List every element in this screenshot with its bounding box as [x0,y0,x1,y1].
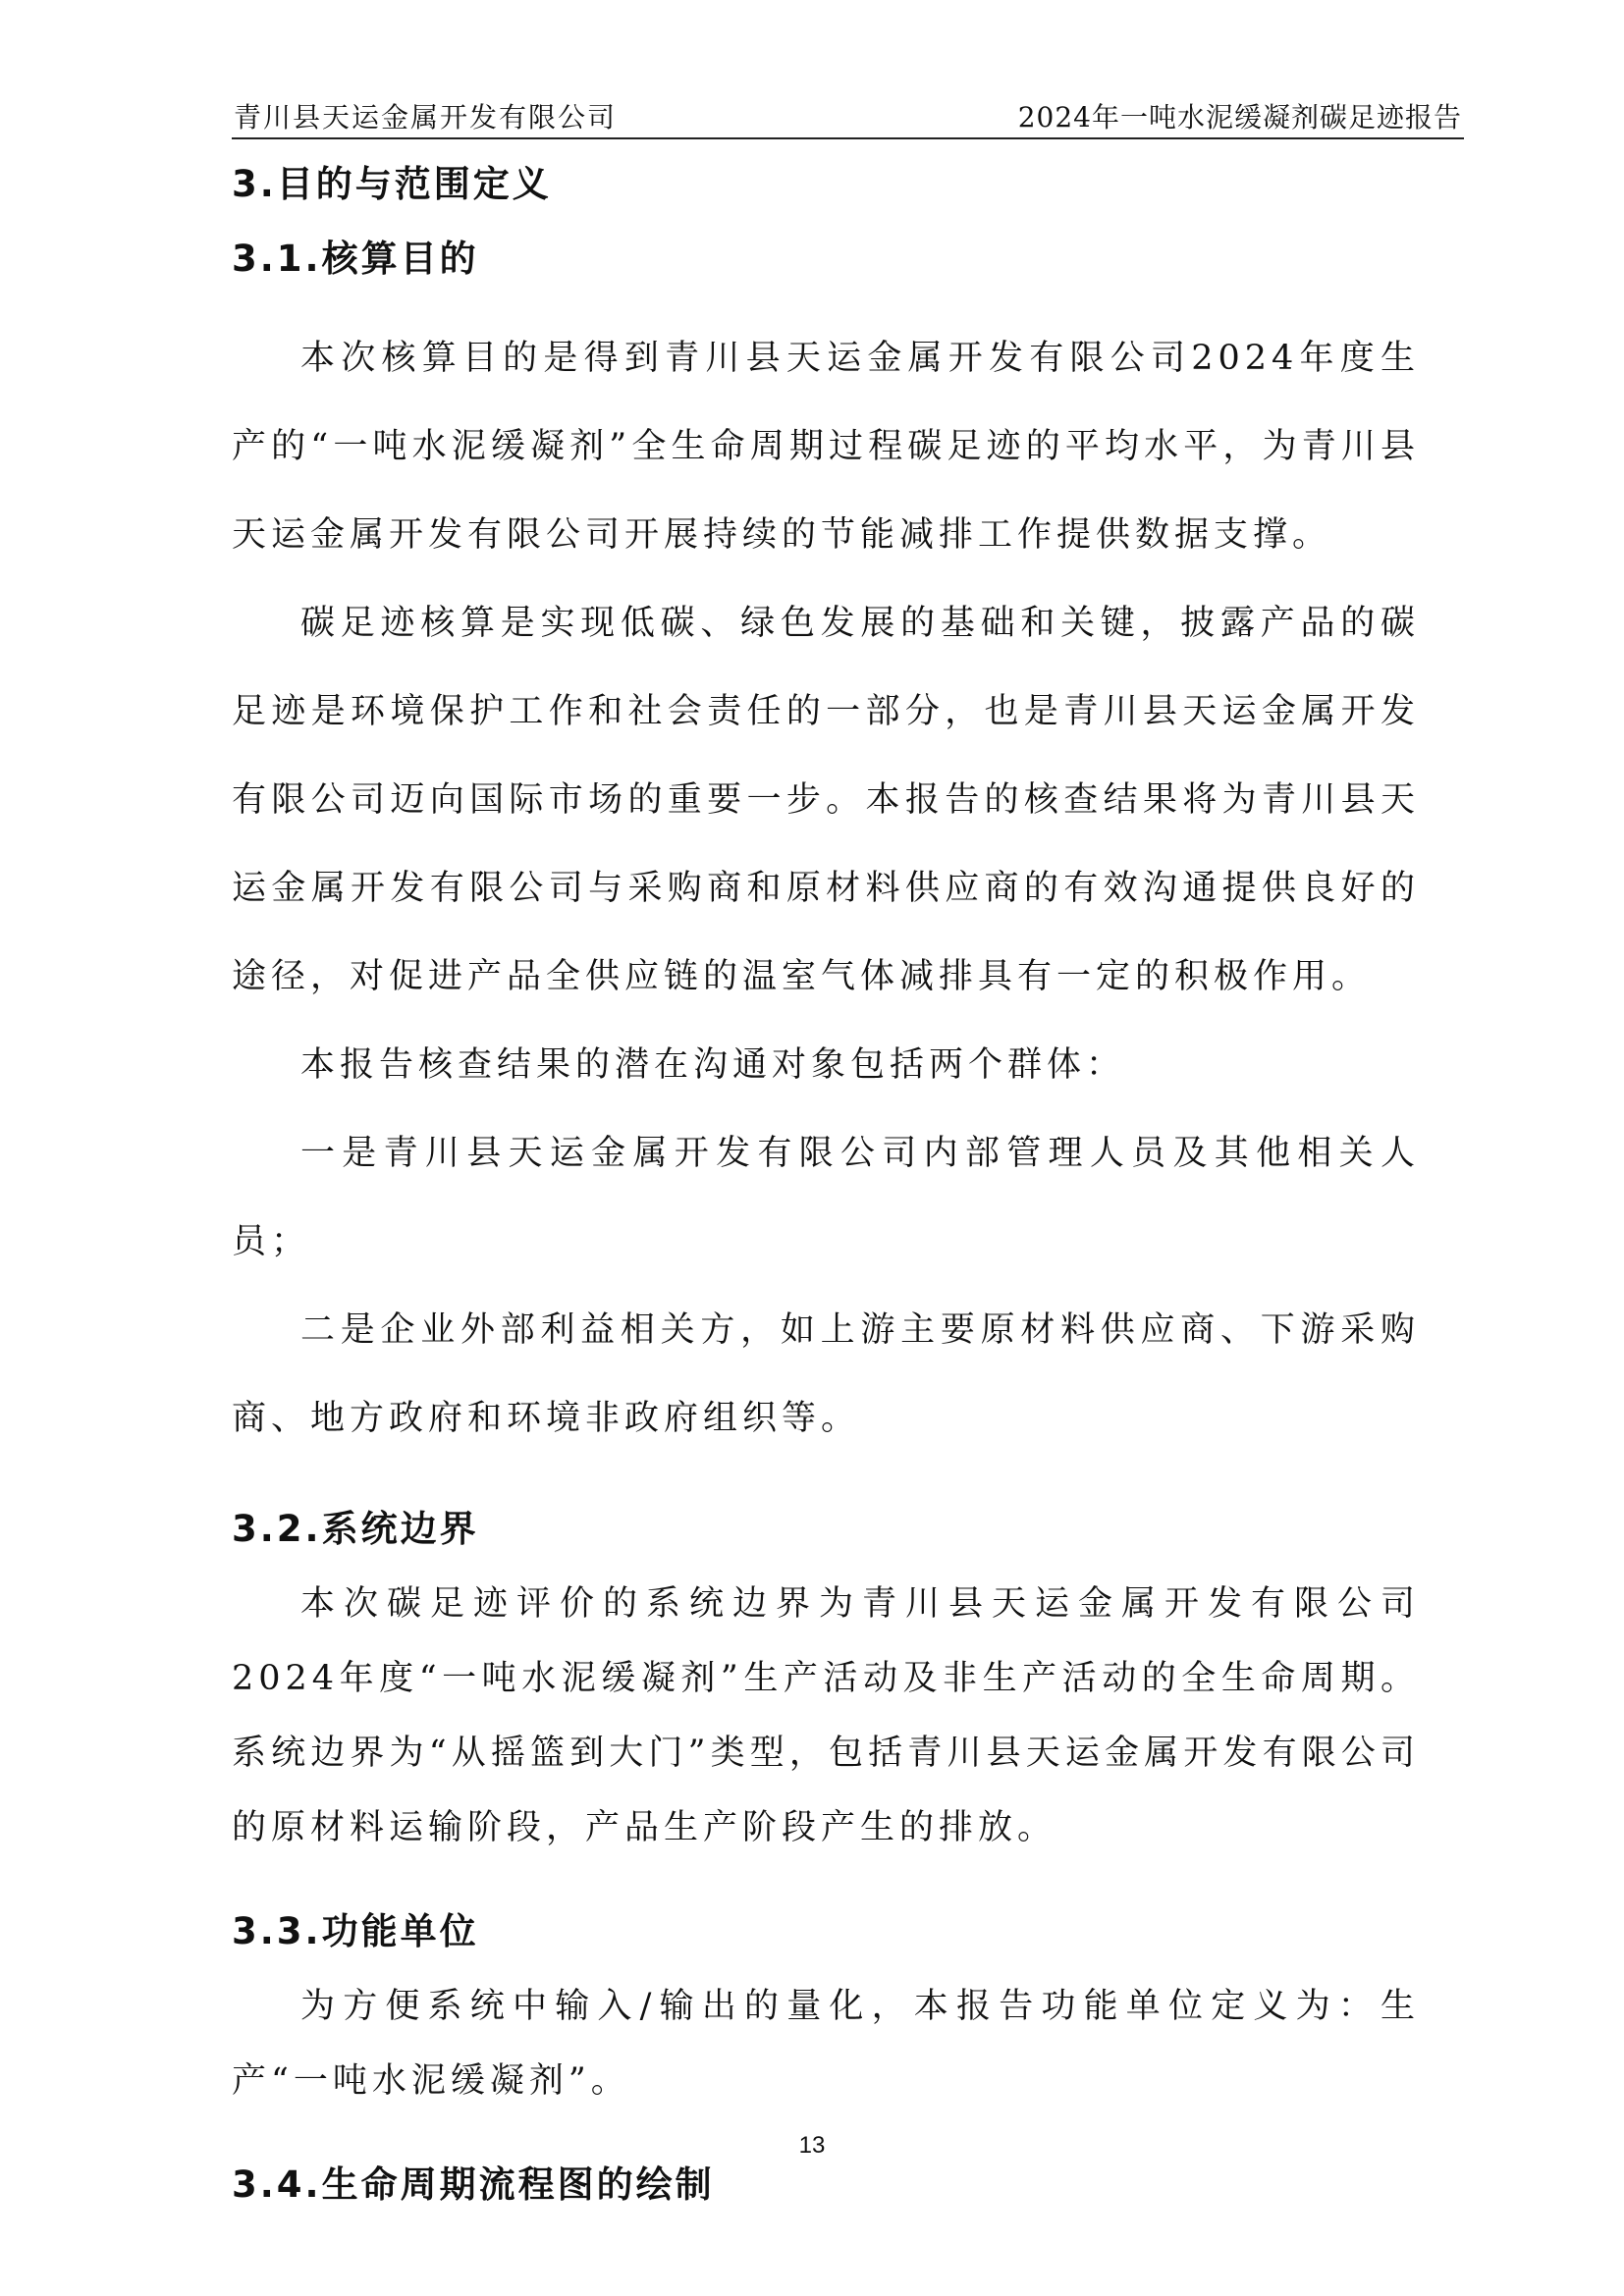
paragraph-3-1-5: 二是企业外部利益相关方，如上游主要原材料供应商、下游采购商、地方政府和环境非政府组织等。 [232,1310,1420,1438]
subsection-3-3-title: 3.3.功能单位 [232,1910,479,1952]
paragraph-3-3-1: 为方便系统中输入/输出的量化，本报告功能单位定义为：生产“一吨水泥缓凝剂”。 [232,1987,1420,2101]
paragraph-3-2-1: 本次碳足迹评价的系统边界为青川县天运金属开发有限公司 2024年度“一吨水泥缓凝剂”生产活动及非生产活动的全生命周期。系统边界为“从摇篮到大门”类型，包括青川县天运金属开发有限公司的原材料运输阶段，产品生产阶段产生的排放。 [232,1584,1420,1847]
subsection-3-1-title: 3.1.核算目的 [232,238,479,280]
page-number: 13 [798,2132,826,2159]
paragraph-3-1-3: 本报告核查结果的潜在沟通对象包括两个群体： [300,1045,1126,1085]
paragraph-3-1-1: 本次核算目的是得到青川县天运金属开发有限公司2024年度生产的“一吨水泥缓凝剂”全生命周期过程碳足迹的平均水平，为青川县天运金属开发有限公司开展持续的节能减排工作提供数据支撑。 [232,339,1420,555]
paragraph-3-1-2: 碳足迹核算是实现低碳、绿色发展的基础和关键，披露产品的碳足迹是环境保护工作和社会责任的一部分，也是青川县天运金属开发有限公司迈向国际市场的重要一步。本报告的核查结果将为青川县天运金属开发有限公司与采购商和原材料供应商的有效沟通提供良好的途径，对促进产品全供应链的温室气体减排具有一定的积极作用。 [232,604,1420,996]
document-body [232,147,1420,2222]
subsection-3-2-title: 3.2.系统边界 [232,1508,479,1550]
section-title: 3.目的与范围定义 [232,163,552,205]
paragraph-3-1-4: 一是青川县天运金属开发有限公司内部管理人员及其他相关人员； [232,1134,1420,1261]
header-company: 青川县天运金属开发有限公司 [234,101,618,133]
header-report-title: 2024年一吨水泥缓凝剂碳足迹报告 [1017,101,1462,133]
page-header [232,98,1464,139]
subsection-3-4-title: 3.4.生命周期流程图的绘制 [232,2163,715,2206]
